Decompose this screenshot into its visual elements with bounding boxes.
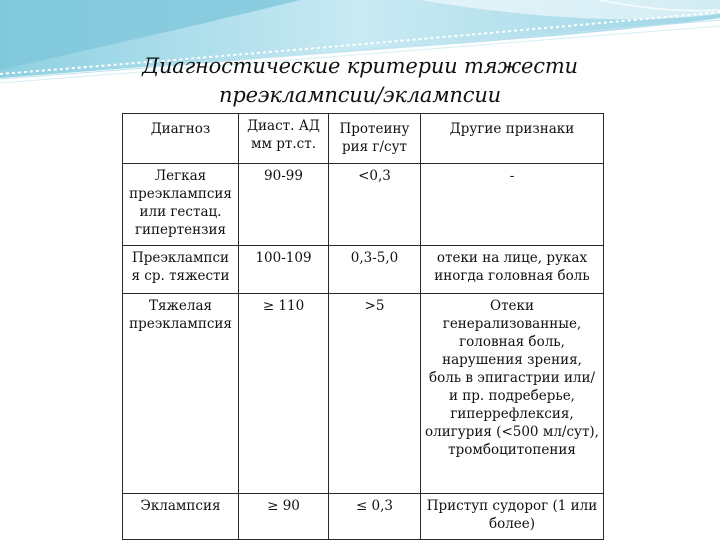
header-protein: Протеину рия г/сут — [329, 114, 421, 164]
cell-protein: ≤ 0,3 — [329, 494, 421, 540]
cell-other: Приступ судорог (1 или более) — [421, 494, 604, 540]
cell-protein: <0,3 — [329, 164, 421, 246]
table-row — [123, 494, 604, 540]
cell-protein: 0,3-5,0 — [329, 246, 421, 294]
table-row — [123, 164, 604, 246]
title-line-2: преэклампсии/эклампсии — [219, 83, 501, 107]
cell-diagnosis: Эклампсия — [123, 494, 239, 540]
cell-other: отеки на лице, руках иногда головная боль — [421, 246, 604, 294]
cell-diagnosis: Преэклампси я ср. тяжести — [123, 246, 239, 294]
table-row — [123, 246, 604, 294]
criteria-table — [122, 113, 604, 540]
header-other: Другие признаки — [421, 114, 604, 164]
cell-dbp: 100-109 — [239, 246, 329, 294]
cell-diagnosis: Легкая преэклампсия или гестац. гипертензия — [123, 164, 239, 246]
cell-dbp: 90-99 — [239, 164, 329, 246]
cell-protein: >5 — [329, 294, 421, 494]
cell-diagnosis: Тяжелая преэклампсия — [123, 294, 239, 494]
cell-other: Отеки генерализованные, головная боль, нарушения зрения, боль в эпигастрии или/и пр. подреберье, гиперрефлексия, олигурия (<500 мл/сут), тромбоцитопения — [421, 294, 604, 494]
table-header-row — [123, 114, 604, 164]
cell-dbp: ≥ 90 — [239, 494, 329, 540]
cell-dbp: ≥ 110 — [239, 294, 329, 494]
table-row — [123, 294, 604, 494]
header-diagnosis: Диагноз — [123, 114, 239, 164]
header-dbp: Диаст. АД мм рт.ст. — [239, 114, 329, 164]
slide-title — [100, 52, 620, 110]
cell-other: - — [421, 164, 604, 246]
title-line-1: Диагностические критерии тяжести — [142, 54, 578, 78]
